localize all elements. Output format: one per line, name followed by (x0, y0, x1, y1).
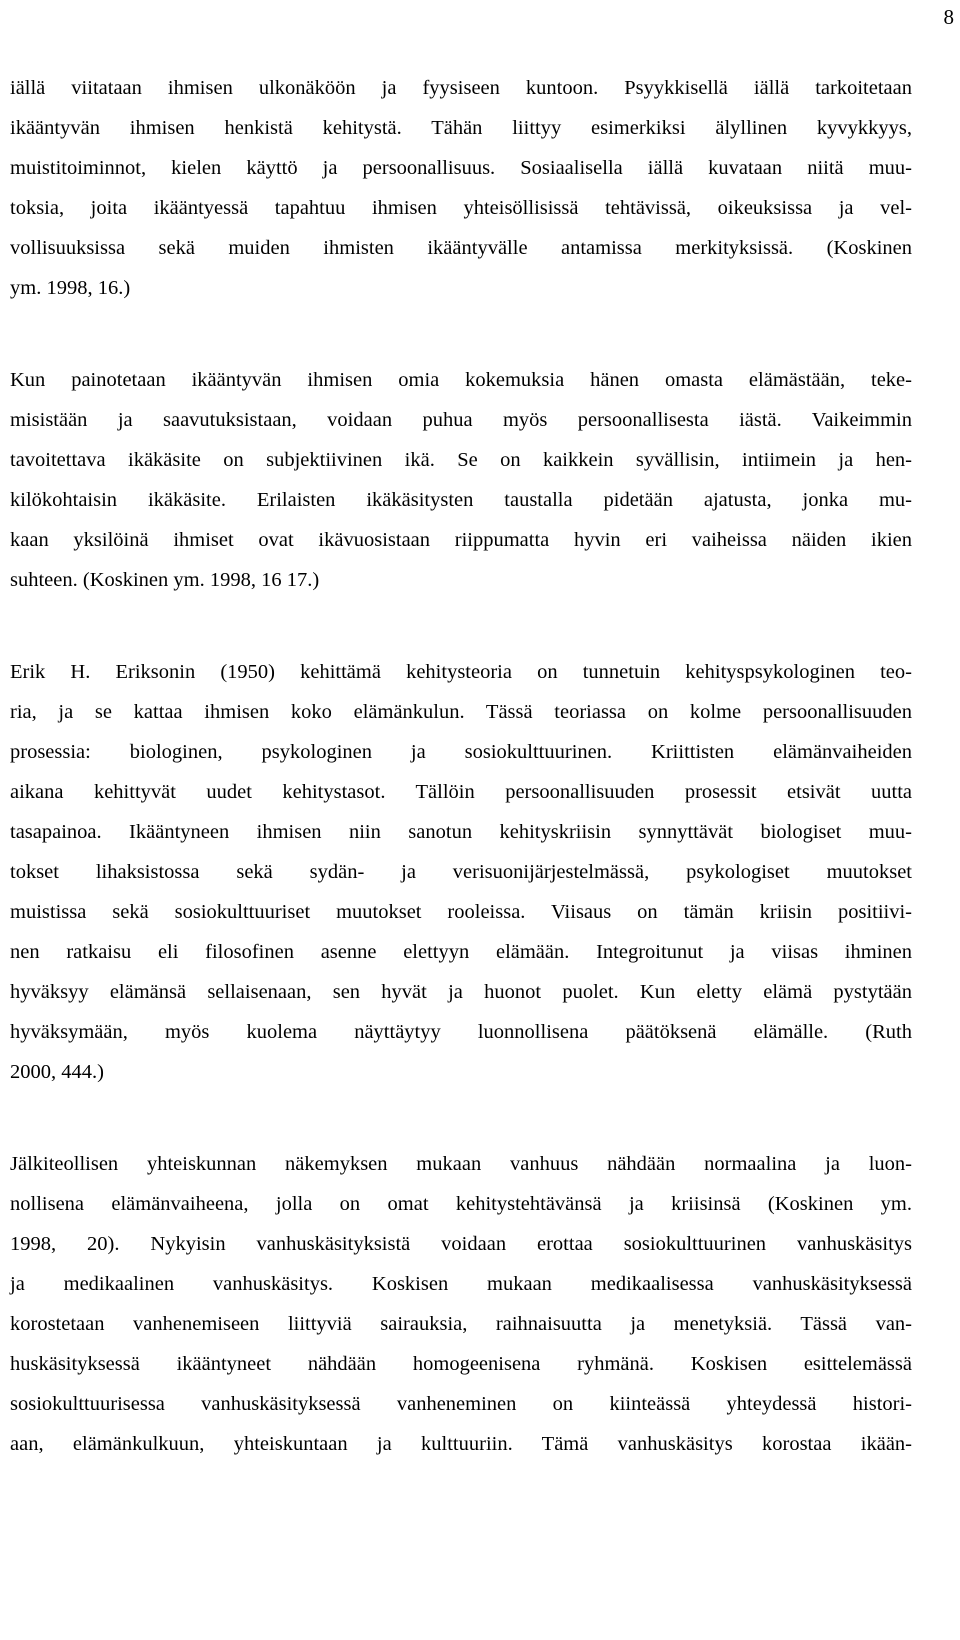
text-line: suhteen. (Koskinen ym. 1998, 16 17.) (10, 569, 320, 591)
text-line: 1998, 20). Nykyisin vanhuskäsityksistä voidaan erottaa sosiokulttuurinen vanhuskäsitys (10, 1233, 912, 1255)
body-text (10, 68, 912, 1516)
text-line: nollisena elämänvaiheena, jolla on omat kehitystehtävänsä ja kriisinsä (Koskinen ym. (10, 1193, 912, 1215)
text-line: hyväksyy elämänsä sellaisenaan, sen hyvät ja huonot puolet. Kun eletty elämä pystytään (10, 981, 912, 1003)
text-line: prosessia: biologinen, psykologinen ja sosiokulttuurinen. Kriittisten elämänvaiheiden (10, 741, 912, 763)
text-line: ja medikaalinen vanhuskäsitys. Koskisen mukaan medikaalisessa vanhuskäsityksessä (10, 1273, 912, 1295)
text-line: muistissa sekä sosiokulttuuriset muutokset rooleissa. Viisaus on tämän kriisin positiivi- (10, 901, 912, 923)
text-line: toksia, joita ikääntyessä tapahtuu ihmisen yhteisöllisissä tehtävissä, oikeuksissa ja vel- (10, 197, 912, 219)
text-line: aan, elämänkulkuun, yhteiskuntaan ja kulttuuriin. Tämä vanhuskäsitys korostaa ikään- (10, 1433, 912, 1455)
text-line: kilökohtaisin ikäkäsite. Erilaisten ikäkäsitysten taustalla pidetään ajatusta, jonka mu- (10, 489, 912, 511)
text-line: 2000, 444.) (10, 1061, 104, 1083)
text-line: huskäsityksessä ikääntyneet nähdään homogeenisena ryhmänä. Koskisen esittelemässä (10, 1353, 912, 1375)
text-line: ym. 1998, 16.) (10, 277, 131, 299)
text-line: misistään ja saavutuksistaan, voidaan puhua myös persoonallisesta iästä. Vaikeimmin (10, 409, 912, 431)
text-line: ikääntyvän ihmisen henkistä kehitystä. Tähän liittyy esimerkiksi älyllinen kyvykkyys, (10, 117, 912, 139)
text-line: vollisuuksissa sekä muiden ihmisten ikääntyvälle antamissa merkityksissä. (Koskinen (10, 237, 912, 259)
paragraph (10, 652, 912, 1092)
text-line: iällä viitataan ihmisen ulkonäköön ja fyysiseen kuntoon. Psyykkisellä iällä tarkoitetaan (10, 77, 912, 99)
page-number: 8 (943, 5, 954, 29)
text-line: nen ratkaisu eli filosofinen asenne elettyyn elämään. Integroitunut ja viisas ihminen (10, 941, 912, 963)
text-line: tasapainoa. Ikääntyneen ihmisen niin sanotun kehityskriisin synnyttävät biologiset muu- (10, 821, 912, 843)
text-line: tavoitettava ikäkäsite on subjektiivinen ikä. Se on kaikkein syvällisin, intiimein ja hen- (10, 449, 912, 471)
text-line: aikana kehittyvät uudet kehitystasot. Tällöin persoonallisuuden prosessit etsivät uutta (10, 781, 912, 803)
text-line: tokset lihaksistossa sekä sydän- ja verisuonijärjestelmässä, psykologiset muutokset (10, 861, 912, 883)
paragraph (10, 1144, 912, 1464)
text-line: kaan yksilöinä ihmiset ovat ikävuosistaan riippumatta hyvin eri vaiheissa näiden ikien (10, 529, 912, 551)
text-line: Erik H. Eriksonin (1950) kehittämä kehitysteoria on tunnetuin kehityspsykologinen teo- (10, 661, 912, 683)
text-line: korostetaan vanhenemiseen liittyviä sairauksia, raihnaisuutta ja menetyksiä. Tässä van- (10, 1313, 912, 1335)
text-line: Kun painotetaan ikääntyvän ihmisen omia kokemuksia hänen omasta elämästään, teke- (10, 369, 912, 391)
text-line: sosiokulttuurisessa vanhuskäsityksessä vanheneminen on kiinteässä yhteydessä histori- (10, 1393, 912, 1415)
text-line: Jälkiteollisen yhteiskunnan näkemyksen mukaan vanhuus nähdään normaalina ja luon- (10, 1153, 912, 1175)
text-line: ria, ja se kattaa ihmisen koko elämänkulun. Tässä teoriassa on kolme persoonallisuuden (10, 701, 912, 723)
text-line: hyväksymään, myös kuolema näyttäytyy luonnollisena päätöksenä elämälle. (Ruth (10, 1021, 912, 1043)
paragraph (10, 68, 912, 308)
paragraph (10, 360, 912, 600)
text-line: muistitoiminnot, kielen käyttö ja persoonallisuus. Sosiaalisella iällä kuvataan niitä muu- (10, 157, 912, 179)
